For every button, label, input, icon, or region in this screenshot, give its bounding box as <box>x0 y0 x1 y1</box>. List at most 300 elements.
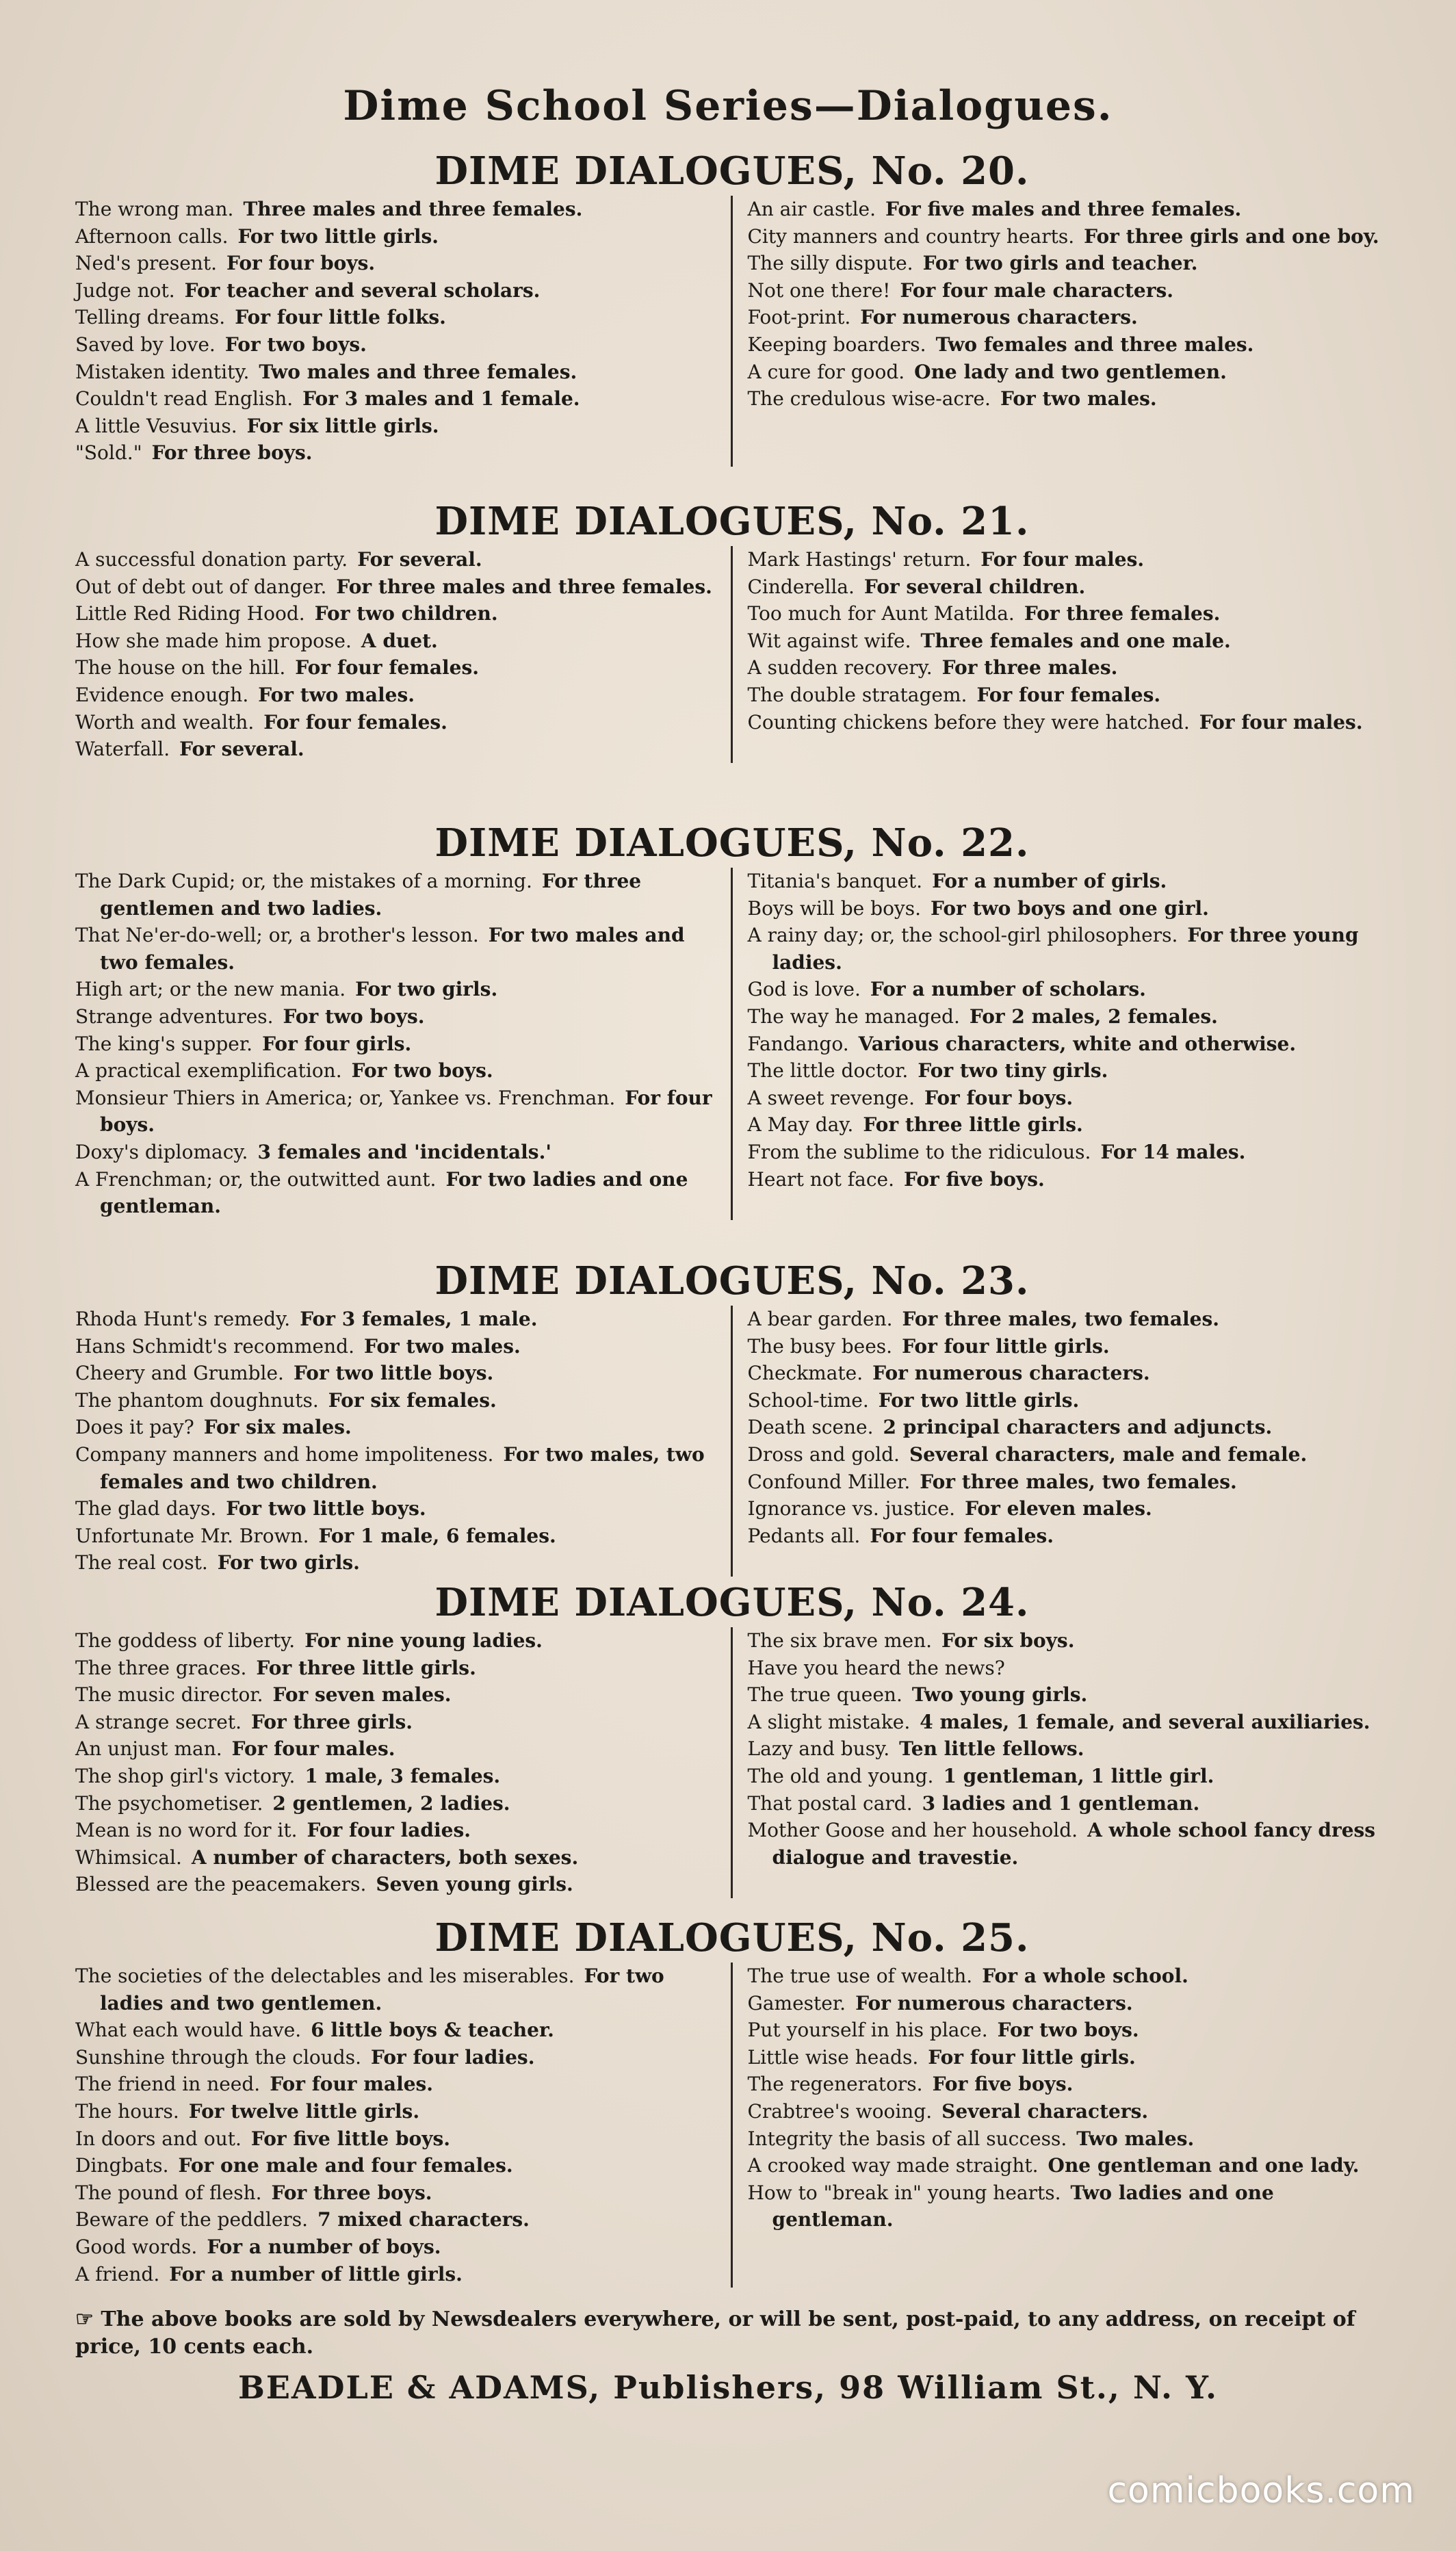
dialogue-title: Death scene. <box>747 1416 874 1439</box>
dialogue-title: The hours. <box>75 2099 179 2123</box>
dialogue-cast: For seven males. <box>272 1683 452 1707</box>
dialogue-cast: For three males, two females. <box>920 1470 1237 1493</box>
dialogue-cast: 4 males, 1 female, and several auxiliaries. <box>920 1710 1370 1733</box>
dialogue-entry <box>75 1735 717 1763</box>
dialogue-entry <box>75 1655 717 1682</box>
dialogue-entry <box>748 922 1390 976</box>
dialogue-title: Have you heard the news? <box>747 1656 1005 1679</box>
dialogue-entry <box>75 976 717 1003</box>
dialogue-title: The way he managed. <box>747 1005 960 1028</box>
dialogue-entry <box>748 2017 1390 2044</box>
dialogue-title: The little doctor. <box>747 1059 909 1083</box>
dialogue-entry <box>75 1306 717 1333</box>
dialogue-title: The shop girl's victory. <box>75 1764 296 1787</box>
dialogue-entry <box>75 1360 717 1387</box>
dialogue-entry <box>748 1441 1390 1468</box>
dialogue-cast: For two boys. <box>224 333 367 356</box>
dialogue-entry <box>75 1166 717 1220</box>
dialogue-cast: Two ladies and one gentleman. <box>772 2181 1274 2231</box>
dialogue-title: Little wise heads. <box>747 2045 919 2069</box>
dialogue-title: God is love. <box>747 978 861 1001</box>
dialogue-cast: For four boys. <box>226 252 376 275</box>
dialogue-entry <box>75 2125 717 2153</box>
dialogue-cast: For two boys and one girl. <box>931 896 1209 920</box>
dialogue-title: How to "break in" young hearts. <box>747 2181 1061 2204</box>
dialogue-cast: 7 mixed characters. <box>317 2208 530 2231</box>
dialogue-title: Afternoon calls. <box>75 224 229 248</box>
dialogue-cast: Seven young girls. <box>376 1873 573 1896</box>
dialogue-title: The real cost. <box>75 1551 208 1575</box>
dialogue-title: From the sublime to the ridiculous. <box>747 1140 1091 1163</box>
dialogue-title: The three graces. <box>75 1656 247 1679</box>
dialogue-cast: For four females. <box>870 1524 1054 1547</box>
dialogue-section <box>75 1916 1389 2288</box>
dialogue-cast: For five males and three females. <box>885 198 1242 220</box>
dialogue-entry <box>748 2044 1390 2071</box>
dialogue-entry <box>748 1817 1390 1871</box>
dialogue-cast: Two females and three males. <box>935 333 1254 356</box>
dialogue-entry <box>75 682 717 709</box>
dialogue-entry <box>748 196 1390 223</box>
dialogue-cast: For five boys. <box>903 1167 1045 1191</box>
dialogue-entry <box>75 868 717 922</box>
dialogue-title: School-time. <box>747 1388 869 1412</box>
dialogue-cast: For nine young ladies. <box>304 1629 543 1652</box>
dialogue-cast: For numerous characters. <box>855 1991 1133 2015</box>
watermark-text: comicbooks.com <box>1107 2470 1415 2511</box>
dialogue-cast: For several. <box>357 548 482 571</box>
dialogue-cast: For three females. <box>1024 602 1221 625</box>
dialogue-title: Couldn't read English. <box>75 387 294 411</box>
dialogue-cast: For 14 males. <box>1100 1140 1246 1163</box>
dialogue-cast: For three boys. <box>271 2181 432 2204</box>
dialogue-entry <box>75 1139 717 1166</box>
section-title: DIME DIALOGUES, No. 22. <box>434 820 1030 866</box>
dialogue-cast: Several characters. <box>941 2099 1149 2123</box>
dialogue-cast: Several characters, male and female. <box>909 1442 1308 1466</box>
dialogue-entry <box>748 1790 1390 1817</box>
dialogue-title: A crooked way made straight. <box>747 2154 1039 2177</box>
dialogue-cast: For several children. <box>863 575 1086 598</box>
right-column <box>731 546 1390 763</box>
dialogue-title: A strange secret. <box>75 1710 242 1733</box>
dialogue-cast: For three little girls. <box>256 1656 476 1679</box>
dialogue-entry <box>75 385 717 413</box>
dialogue-entry <box>75 546 717 573</box>
dialogue-entry <box>748 2098 1390 2125</box>
dialogue-title: The credulous wise-acre. <box>747 387 991 411</box>
dialogue-title: Ned's present. <box>75 252 217 275</box>
dialogue-cast: For five boys. <box>932 2073 1074 2096</box>
dialogue-cast: For four boys. <box>100 1086 712 1137</box>
dialogue-entry <box>748 546 1390 573</box>
section-title: DIME DIALOGUES, No. 20. <box>434 148 1030 194</box>
dialogue-cast: 2 principal characters and adjuncts. <box>883 1416 1273 1439</box>
dialogue-cast: For numerous characters. <box>860 306 1138 329</box>
dialogue-cast: For two males, two females and two children. <box>100 1442 705 1493</box>
dialogue-title: Not one there! <box>747 279 891 302</box>
dialogue-title: The six brave men. <box>747 1629 933 1652</box>
section-columns <box>75 1306 1389 1577</box>
dialogue-title: Heart not face. <box>747 1167 894 1191</box>
dialogue-entry <box>75 331 717 359</box>
dialogue-cast: For three little girls. <box>863 1113 1083 1137</box>
dialogue-cast: For three young ladies. <box>772 924 1359 974</box>
dialogue-cast: 1 male, 3 females. <box>304 1764 501 1787</box>
dialogue-title: Boys will be boys. <box>747 896 922 920</box>
dialogue-title: Counting chickens before they were hatched. <box>747 710 1190 734</box>
sales-notice: ☞ The above books are sold by Newsdealers everywhere, or will be sent, post-paid, to any address, on receipt of price, 10 cents each. <box>75 2307 1355 2359</box>
dialogue-cast: For eleven males. <box>965 1497 1152 1520</box>
dialogue-title: That postal card. <box>747 1791 913 1815</box>
dialogue-cast: For a number of boys. <box>207 2235 441 2258</box>
dialogue-entry <box>75 2261 717 2288</box>
dialogue-cast: For four boys. <box>924 1086 1074 1109</box>
dialogue-cast: Ten little fellows. <box>899 1737 1084 1761</box>
dialogue-entry <box>75 1763 717 1790</box>
dialogue-cast: 2 gentlemen, 2 ladies. <box>272 1791 510 1815</box>
dialogue-entry <box>75 1817 717 1844</box>
dialogue-entry <box>75 277 717 305</box>
dialogue-cast: For two ladies and two gentlemen. <box>100 1965 664 2015</box>
dialogue-entry <box>748 331 1390 359</box>
dialogue-title: The house on the hill. <box>75 656 286 679</box>
dialogue-cast: For two males and two females. <box>100 924 685 974</box>
dialogue-entry <box>748 250 1390 277</box>
dialogue-title: The friend in need. <box>75 2073 261 2096</box>
dialogue-title: The busy bees. <box>747 1334 893 1358</box>
dialogue-title: Cinderella. <box>747 575 855 598</box>
section-columns <box>75 196 1389 467</box>
dialogue-title: Doxy's diplomacy. <box>75 1140 248 1163</box>
dialogue-entry <box>748 2179 1390 2233</box>
dialogue-title: Put yourself in his place. <box>747 2019 988 2042</box>
dialogue-cast: For two little girls. <box>878 1388 1080 1412</box>
dialogue-cast: A number of characters, both sexes. <box>191 1846 579 1869</box>
dialogue-title: Good words. <box>75 2235 198 2258</box>
dialogue-cast: For two boys. <box>283 1005 425 1028</box>
dialogue-title: Titania's banquet. <box>747 870 923 892</box>
dialogue-title: Telling dreams. <box>75 306 226 329</box>
dialogue-entry <box>748 1111 1390 1139</box>
dialogue-title: Ignorance vs. justice. <box>747 1497 956 1520</box>
dialogue-entry <box>748 1468 1390 1496</box>
dialogue-entry <box>748 1306 1390 1333</box>
dialogue-entry <box>748 2071 1390 2098</box>
dialogue-cast: For several. <box>179 738 304 761</box>
dialogue-entry <box>748 1963 1390 1990</box>
dialogue-title: Wit against wife. <box>747 629 911 652</box>
dialogue-title: The glad days. <box>75 1497 217 1520</box>
dialogue-title: A little Vesuvius. <box>75 414 237 437</box>
dialogue-entry <box>75 2206 717 2233</box>
dialogue-entry <box>748 1057 1390 1085</box>
dialogue-title: The pound of flesh. <box>75 2181 262 2204</box>
dialogue-title: Evidence enough. <box>75 683 249 706</box>
dialogue-title: The wrong man. <box>75 198 234 220</box>
dialogue-entry <box>75 1549 717 1577</box>
dialogue-title: Does it pay? <box>75 1416 194 1439</box>
section-columns <box>75 868 1389 1220</box>
dialogue-entry <box>748 304 1390 331</box>
dialogue-entry <box>75 573 717 601</box>
dialogue-cast: For two tiny girls. <box>918 1059 1108 1083</box>
dialogue-entry <box>748 1139 1390 1166</box>
dialogue-title: The silly dispute. <box>747 252 913 275</box>
dialogue-cast: For four males. <box>270 2073 434 2096</box>
dialogue-entry <box>75 1441 717 1495</box>
dialogue-section <box>75 149 1389 467</box>
dialogue-entry <box>748 1655 1390 1682</box>
dialogue-cast: For two girls and teacher. <box>922 252 1198 275</box>
dialogue-title: What each would have. <box>75 2019 302 2042</box>
dialogue-title: Beware of the peddlers. <box>75 2208 309 2231</box>
dialogue-title: The goddess of liberty. <box>75 1629 296 1652</box>
dialogue-title: High art; or the new mania. <box>75 978 346 1001</box>
dialogue-title: Little Red Riding Hood. <box>75 602 305 625</box>
dialogue-entry <box>75 709 717 736</box>
section-columns <box>75 1963 1389 2288</box>
left-column <box>75 1306 731 1577</box>
dialogue-cast: For two boys. <box>351 1059 493 1083</box>
right-column <box>731 1306 1390 1577</box>
dialogue-section <box>75 500 1389 763</box>
dialogue-cast: For three girls. <box>250 1710 413 1733</box>
dialogue-title: The true use of wealth. <box>747 1965 973 1987</box>
dialogue-title: The old and young. <box>747 1764 934 1787</box>
dialogue-cast: Various characters, white and otherwise. <box>858 1032 1297 1055</box>
dialogue-entry <box>748 1360 1390 1387</box>
dialogue-cast: Three females and one male. <box>920 629 1231 652</box>
dialogue-entry <box>748 1763 1390 1790</box>
dialogue-title: A practical exemplification. <box>75 1059 342 1083</box>
dialogue-title: Hans Schmidt's recommend. <box>75 1334 354 1358</box>
dialogue-cast: For four ladies. <box>371 2045 535 2069</box>
dialogue-cast: For four males. <box>1199 710 1363 734</box>
dialogue-cast: For three gentlemen and two ladies. <box>100 870 642 920</box>
dialogue-entry <box>748 277 1390 305</box>
dialogue-title: Gamester. <box>747 1991 846 2015</box>
dialogue-cast: For four females. <box>263 710 447 734</box>
right-column <box>731 868 1390 1220</box>
dialogue-entry <box>75 2152 717 2179</box>
dialogue-title: Rhoda Hunt's remedy. <box>75 1308 291 1330</box>
dialogue-cast: Three males and three females. <box>243 198 583 220</box>
dialogue-entry <box>748 976 1390 1003</box>
dialogue-cast: A duet. <box>361 629 438 652</box>
dialogue-cast: For four males. <box>231 1737 395 1761</box>
dialogue-entry <box>748 868 1390 895</box>
dialogue-title: A sweet revenge. <box>747 1086 915 1109</box>
dialogue-entry <box>75 1844 717 1872</box>
dialogue-cast: For one male and four females. <box>178 2154 513 2177</box>
dialogue-title: How she made him propose. <box>75 629 352 652</box>
dialogue-cast: 6 little boys & teacher. <box>311 2019 554 2042</box>
dialogue-cast: For two boys. <box>997 2019 1139 2042</box>
dialogue-title: Monsieur Thiers in America; or, Yankee vs. Frenchman. <box>75 1086 616 1109</box>
dialogue-entry <box>748 1387 1390 1414</box>
dialogue-title: The regenerators. <box>747 2073 923 2096</box>
dialogue-title: Worth and wealth. <box>75 710 255 734</box>
dialogue-title: The societies of the delectables and les miserables. <box>75 1965 575 1987</box>
dialogue-cast: For two girls. <box>217 1551 360 1575</box>
dialogue-cast: For teacher and several scholars. <box>184 279 541 302</box>
dialogue-entry <box>75 1057 717 1085</box>
dialogue-cast: For 1 male, 6 females. <box>318 1524 556 1547</box>
dialogue-entry <box>748 1414 1390 1441</box>
dialogue-title: Whimsical. <box>75 1846 182 1869</box>
dialogue-entry <box>748 1681 1390 1709</box>
section-title: DIME DIALOGUES, No. 23. <box>434 1258 1030 1304</box>
dialogue-title: The double stratagem. <box>747 683 967 706</box>
dialogue-entry <box>748 1003 1390 1031</box>
dialogue-entry <box>75 1495 717 1523</box>
dialogue-title: Cheery and Grumble. <box>75 1362 284 1385</box>
dialogue-cast: Two males and three females. <box>259 360 577 383</box>
dialogue-title: Unfortunate Mr. Brown. <box>75 1524 309 1547</box>
dialogue-title: Fandango. <box>747 1032 849 1055</box>
dialogue-entry <box>748 2125 1390 2153</box>
dialogue-cast: Two young girls. <box>911 1683 1088 1707</box>
dialogue-cast: For three boys. <box>151 441 313 465</box>
left-column <box>75 868 731 1220</box>
dialogue-title: "Sold." <box>75 441 142 465</box>
left-column <box>75 546 731 763</box>
dialogue-entry <box>748 385 1390 413</box>
dialogue-title: Lazy and busy. <box>747 1737 890 1761</box>
dialogue-cast: For six little girls. <box>246 414 439 437</box>
dialogue-entry <box>748 895 1390 922</box>
dialogue-title: An air castle. <box>747 198 876 220</box>
dialogue-entry <box>748 2152 1390 2179</box>
dialogue-title: The music director. <box>75 1683 263 1707</box>
dialogue-cast: For two children. <box>314 602 498 625</box>
dialogue-title: The true queen. <box>747 1683 902 1707</box>
dialogue-cast: For four ladies. <box>307 1819 471 1842</box>
dialogue-entry <box>748 223 1390 250</box>
dialogue-entry <box>748 1495 1390 1523</box>
dialogue-title: Sunshine through the clouds. <box>75 2045 362 2069</box>
dialogue-cast: For six males. <box>203 1416 352 1439</box>
dialogue-cast: For twelve little girls. <box>188 2099 420 2123</box>
dialogue-entry <box>748 1709 1390 1736</box>
dialogue-title: The phantom doughnuts. <box>75 1388 319 1412</box>
section-title: DIME DIALOGUES, No. 25. <box>434 1915 1030 1960</box>
dialogue-title: An unjust man. <box>75 1737 222 1761</box>
dialogue-title: Mark Hastings' return. <box>747 548 972 571</box>
dialogue-cast: For four male characters. <box>900 279 1174 302</box>
dialogue-title: Pedants all. <box>747 1524 861 1547</box>
dialogue-cast: For five little boys. <box>250 2127 450 2150</box>
dialogue-entry <box>75 1085 717 1139</box>
dialogue-cast: For numerous characters. <box>872 1362 1150 1385</box>
dialogue-title: Dingbats. <box>75 2154 169 2177</box>
dialogue-cast: For two males. <box>1000 387 1157 411</box>
dialogue-entry <box>75 1681 717 1709</box>
dialogue-entry <box>75 1790 717 1817</box>
dialogue-entry <box>748 627 1390 655</box>
dialogue-title: A rainy day; or, the school-girl philosophers. <box>747 924 1178 947</box>
dialogue-cast: For three males and three females. <box>336 575 712 598</box>
dialogue-title: A bear garden. <box>747 1308 893 1330</box>
dialogue-cast: For a number of scholars. <box>870 978 1146 1001</box>
dialogue-cast: For three males. <box>941 656 1118 679</box>
dialogue-title: Mistaken identity. <box>75 360 250 383</box>
dialogue-cast: For four females. <box>295 656 479 679</box>
dialogue-cast: For four little folks. <box>235 306 446 329</box>
dialogue-entry <box>75 413 717 440</box>
section-columns <box>75 546 1389 763</box>
dialogue-entry <box>748 709 1390 736</box>
dialogue-title: Strange adventures. <box>75 1005 274 1028</box>
dialogue-cast: Two males. <box>1076 2127 1195 2150</box>
left-column <box>75 1963 731 2288</box>
dialogue-cast: For four males. <box>980 548 1145 571</box>
dialogue-entry <box>748 1735 1390 1763</box>
dialogue-title: Mean is no word for it. <box>75 1819 298 1842</box>
dialogue-title: The psychometiser. <box>75 1791 263 1815</box>
dialogue-entry <box>75 736 717 763</box>
dialogue-entry <box>75 1871 717 1898</box>
dialogue-title: Dross and gold. <box>747 1442 900 1466</box>
dialogue-cast: One gentleman and one lady. <box>1048 2154 1360 2177</box>
dialogue-title: Too much for Aunt Matilda. <box>747 602 1015 625</box>
dialogue-entry <box>75 2071 717 2098</box>
dialogue-cast: For 3 males and 1 female. <box>302 387 580 411</box>
dialogue-title: A May day. <box>747 1113 854 1137</box>
dialogue-title: Foot-print. <box>747 306 851 329</box>
dialogue-title: A slight mistake. <box>747 1710 911 1733</box>
right-column <box>731 1963 1390 2288</box>
dialogue-title: Integrity the basis of all success. <box>747 2127 1067 2150</box>
dialogue-title: The Dark Cupid; or, the mistakes of a morning. <box>75 870 532 892</box>
dialogue-title: A sudden recovery. <box>747 656 933 679</box>
dialogue-title: Blessed are the peacemakers. <box>75 1873 367 1896</box>
dialogue-cast: 1 gentleman, 1 little girl. <box>943 1764 1214 1787</box>
dialogue-title: The king's supper. <box>75 1032 253 1055</box>
dialogue-title: Keeping boarders. <box>747 333 926 356</box>
dialogue-title: That Ne'er-do-well; or, a brother's lesson. <box>75 924 479 947</box>
dialogue-cast: For two males. <box>258 683 415 706</box>
dialogue-entry <box>75 223 717 250</box>
dialogue-cast: For four little girls. <box>928 2045 1136 2069</box>
dialogue-entry <box>748 1627 1390 1655</box>
dialogue-entry <box>75 1414 717 1441</box>
dialogue-entry <box>748 682 1390 709</box>
dialogue-section <box>75 821 1389 1220</box>
dialogue-title: Saved by love. <box>75 333 216 356</box>
dialogue-entry <box>748 1990 1390 2017</box>
dialogue-cast: For two ladies and one gentleman. <box>100 1167 688 1218</box>
dialogue-title: Checkmate. <box>747 1362 863 1385</box>
dialogue-title: In doors and out. <box>75 2127 242 2150</box>
dialogue-entry <box>75 2179 717 2207</box>
dialogue-title: A friend. <box>75 2262 160 2285</box>
dialogue-title: Confound Miller. <box>747 1470 911 1493</box>
dialogue-cast: For four girls. <box>262 1032 412 1055</box>
dialogue-cast: For two girls. <box>355 978 498 1001</box>
page-header: Dime School Series—Dialogues. <box>343 82 1113 130</box>
dialogue-cast: 3 ladies and 1 gentleman. <box>922 1791 1200 1815</box>
dialogue-cast: For two males. <box>363 1334 521 1358</box>
dialogue-entry <box>75 196 717 223</box>
section-title: DIME DIALOGUES, No. 24. <box>434 1580 1030 1625</box>
dialogue-entry <box>75 1709 717 1736</box>
right-column <box>731 1627 1390 1898</box>
dialogue-title: Company manners and home impoliteness. <box>75 1442 494 1466</box>
dialogue-title: Mother Goose and her household. <box>747 1819 1078 1842</box>
dialogue-title: Out of debt out of danger. <box>75 575 327 598</box>
